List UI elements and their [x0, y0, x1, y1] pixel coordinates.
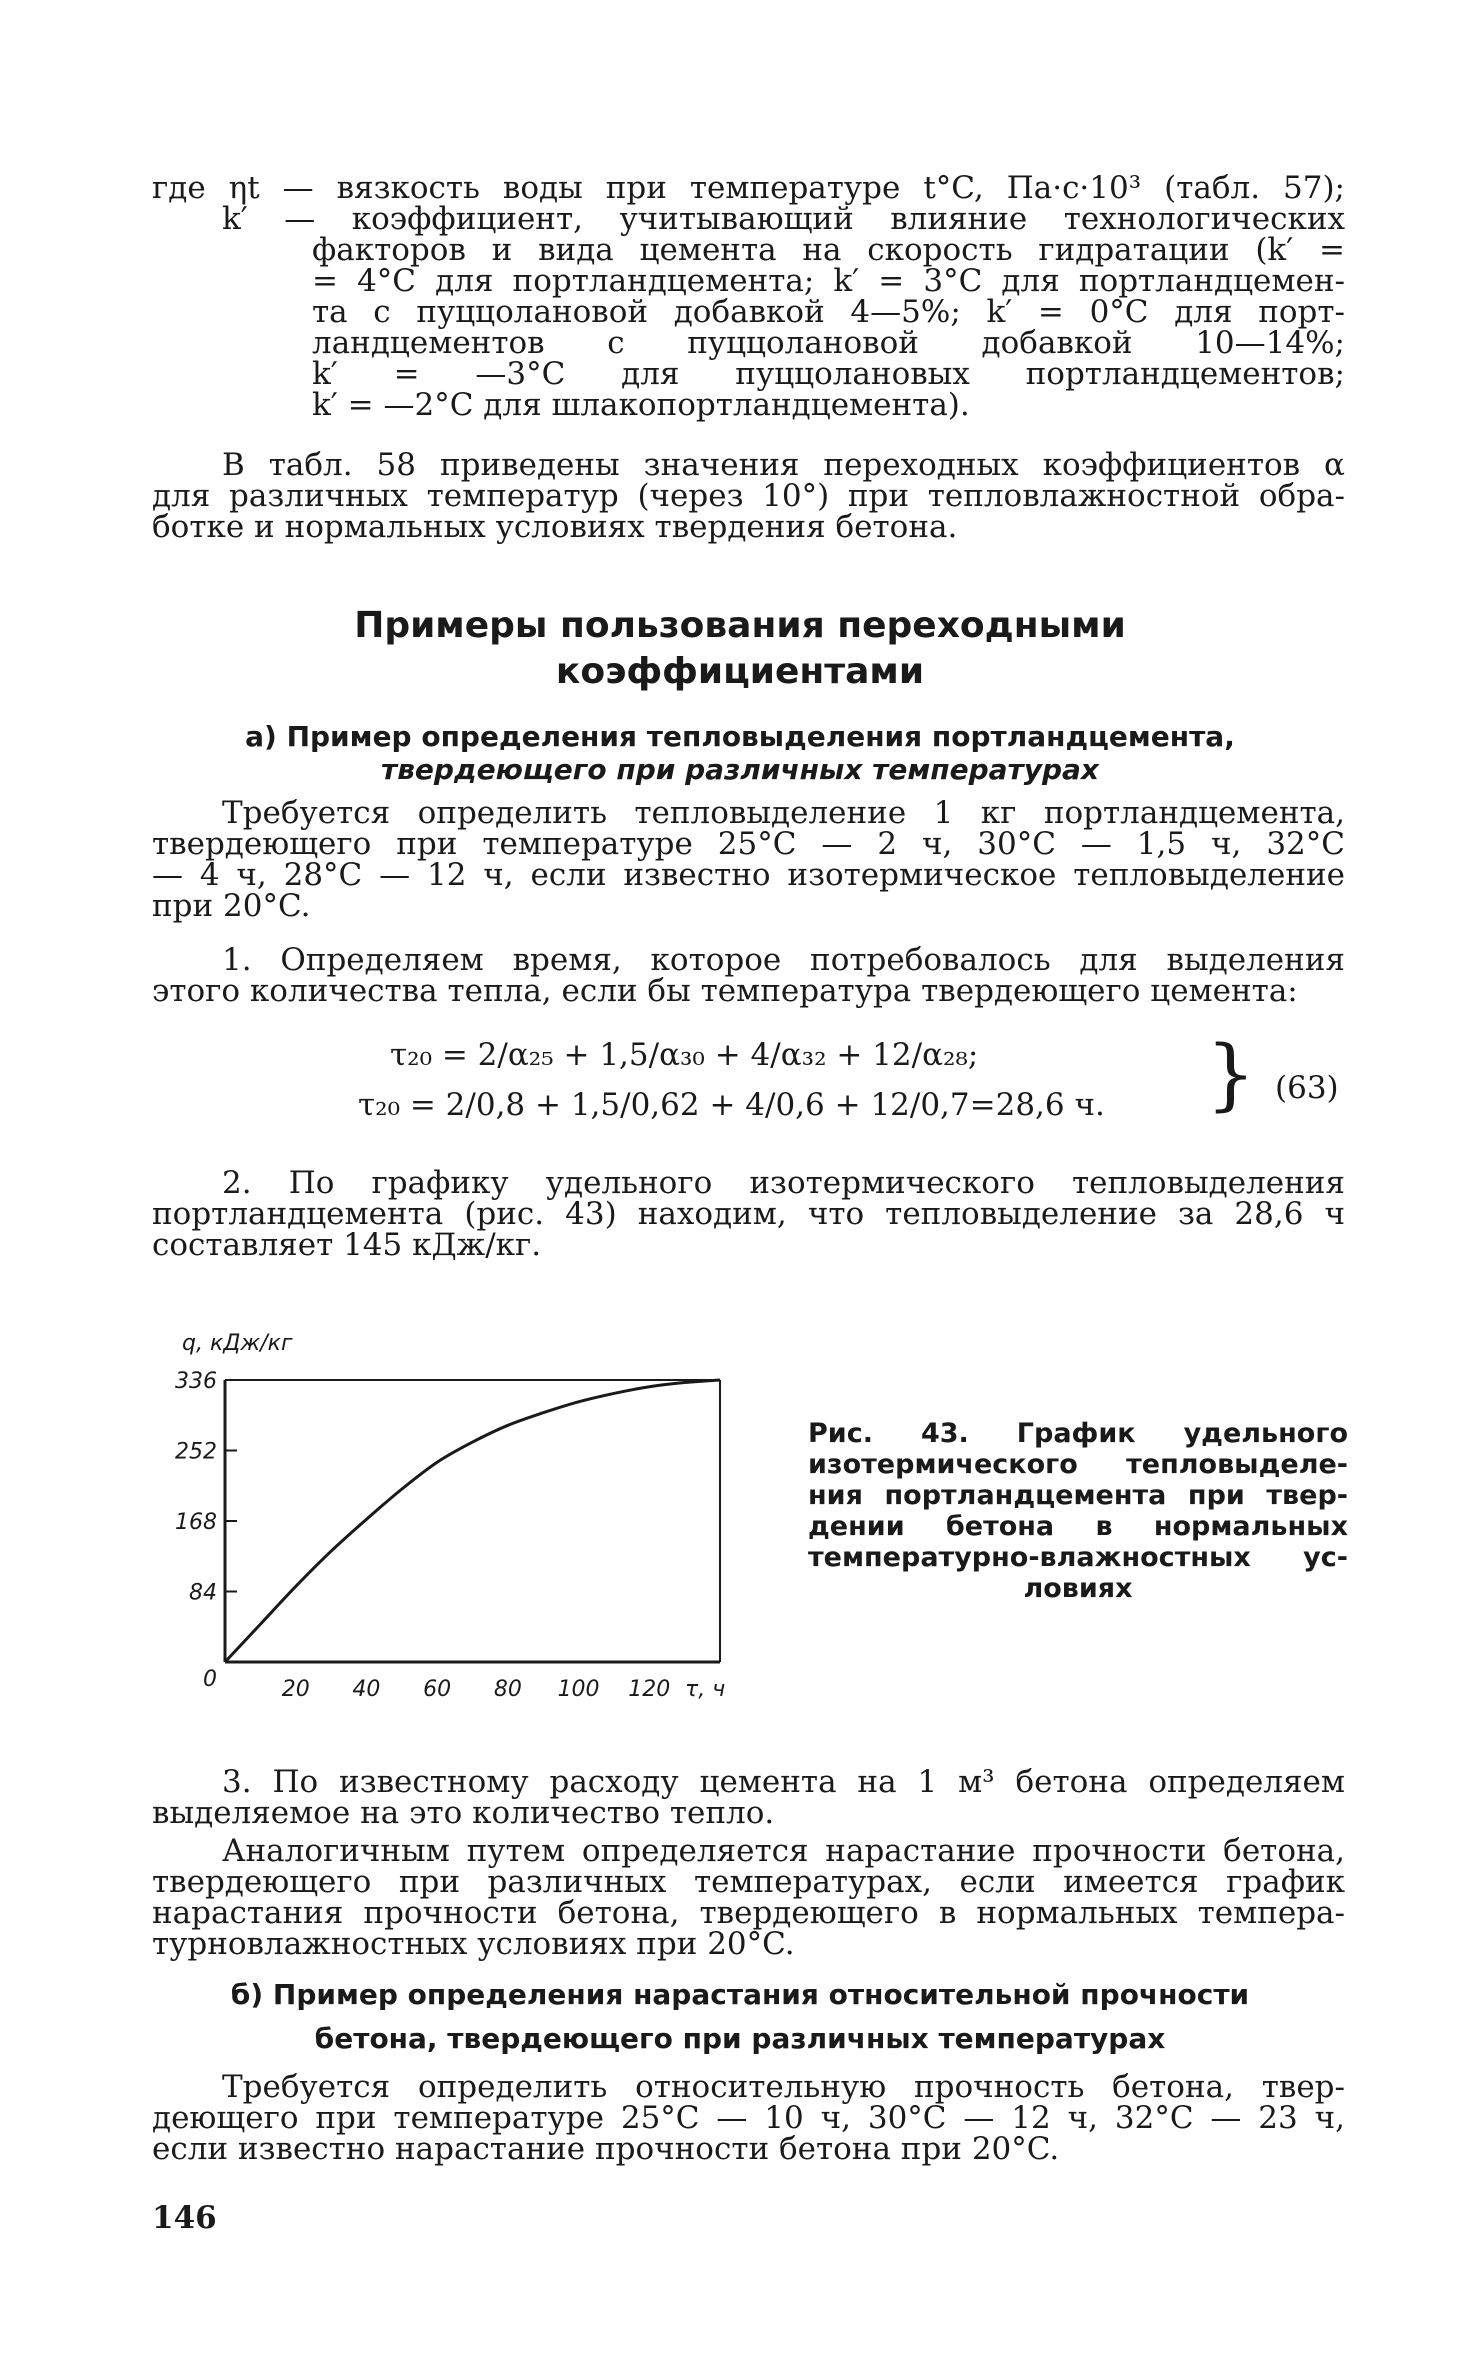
- definition-line: k′ = —3°C для пуццолановых портландцементов;: [312, 356, 1345, 392]
- page-number: 146: [152, 2200, 217, 2236]
- figure-caption: [808, 1418, 1348, 1573]
- y-tick-label: 84: [189, 1580, 217, 1606]
- section-title: Примеры пользования переходными: [354, 605, 1126, 646]
- paragraph-line: деющего при температуре 25°C — 10 ч, 30°C — 12 ч, 32°C — 23 ч,: [152, 2100, 1345, 2136]
- paragraph-line: Аналогичным путем определяется нарастание прочности бетона,: [222, 1833, 1345, 1869]
- x-tick-label: 100: [557, 1677, 600, 1700]
- paragraph-line: 1. Определяем время, которое потребовалось для выделения: [222, 942, 1345, 978]
- caption-line: изотермического тепловыделе-: [808, 1449, 1348, 1480]
- subsection-b-title: бетона, твердеющего при различных температурах: [314, 2022, 1166, 2055]
- caption-line: температурно-влажностных ус-: [808, 1542, 1348, 1573]
- paragraph-line: турновлажностных условиях при 20°C.: [152, 1926, 795, 1962]
- subsection-a-title: а) Пример определения тепловыделения портландцемента,: [245, 720, 1235, 753]
- y-tick-label: 168: [175, 1510, 217, 1535]
- definition-line: где ηt — вязкость воды при температуре t°C, Па·с·10³ (табл. 57);: [152, 170, 1345, 206]
- paragraph-line: выделяемое на это количество тепло.: [152, 1795, 775, 1831]
- x-tick-label: 60: [423, 1677, 452, 1700]
- y-tick-label: 252: [175, 1439, 217, 1465]
- definition-line: факторов и вида цемента на скорость гидратации (k′ =: [312, 232, 1345, 268]
- paragraph-line: портландцемента (рис. 43) находим, что тепловыделение за 28,6 ч: [152, 1196, 1345, 1232]
- paragraph-line: 2. По графику удельного изотермического тепловыделения: [222, 1165, 1345, 1201]
- x-tick-label: 80: [493, 1677, 522, 1700]
- paragraph-line: при 20°C.: [152, 888, 311, 924]
- formula-line-2: τ₂₀ = 2/0,8 + 1,5/0,62 + 4/0,6 + 12/0,7=28,6 ч.: [358, 1087, 1105, 1123]
- definition-line: k′ = —2°C для шлакопортландцемента).: [312, 387, 970, 423]
- x-tick-label: 40: [352, 1677, 381, 1700]
- definition-line: k′ — коэффициент, учитывающий влияние технологических: [222, 201, 1345, 237]
- definition-line: ландцементов с пуццолановой добавкой 10—14%;: [312, 325, 1345, 361]
- heat-release-chart: [140, 1300, 740, 1700]
- subsection-b-title: б) Пример определения нарастания относительной прочности: [230, 1978, 1250, 2011]
- x-axis-label: τ, ч: [685, 1677, 726, 1700]
- section-title: коэффициентами: [555, 651, 925, 692]
- y-tick-label: 0: [203, 1667, 217, 1692]
- definition-line: = 4°C для портландцемента; k′ = 3°C для портландцемен-: [312, 263, 1345, 299]
- paragraph-line: 3. По известному расходу цемента на 1 м³ бетона определяем: [222, 1764, 1345, 1800]
- y-axis-label: q, кДж/кг: [182, 1331, 293, 1356]
- y-tick-label: 336: [175, 1369, 217, 1394]
- intro-line: для различных температур (через 10°) при тепловлажностной обра-: [152, 478, 1345, 514]
- caption-line: ловиях: [1023, 1573, 1133, 1604]
- caption-line: дении бетона в нормальных: [808, 1511, 1348, 1542]
- caption-line: ния портландцемента при твер-: [808, 1480, 1348, 1511]
- x-tick-label: 120: [628, 1677, 671, 1700]
- paragraph-line: — 4 ч, 28°C — 12 ч, если известно изотермическое тепловыделение: [152, 857, 1345, 893]
- subsection-a-title: твердеющего при различных температурах: [380, 753, 1099, 786]
- x-tick-label: 20: [281, 1677, 310, 1700]
- intro-line: ботке и нормальных условиях твердения бетона.: [152, 509, 958, 545]
- paragraph-line: твердеющего при различных температурах, если имеется график: [152, 1864, 1345, 1900]
- heat-release-curve: [225, 1380, 720, 1662]
- formula-brace: }: [1206, 1030, 1256, 1120]
- caption-line: Рис. 43. График удельного: [808, 1418, 1348, 1449]
- paragraph-line: если известно нарастание прочности бетона при 20°C.: [152, 2131, 1060, 2167]
- paragraph-line: составляет 145 кДж/кг.: [152, 1227, 542, 1263]
- paragraph-line: твердеющего при температуре 25°C — 2 ч, 30°C — 1,5 ч, 32°C: [152, 826, 1345, 862]
- paragraph-line: Требуется определить относительную прочность бетона, твер-: [222, 2069, 1345, 2105]
- paragraph-line: Требуется определить тепловыделение 1 кг портландцемента,: [222, 795, 1345, 831]
- intro-line: В табл. 58 приведены значения переходных коэффициентов α: [222, 447, 1345, 483]
- equation-number: (63): [1275, 1070, 1339, 1106]
- paragraph-line: нарастания прочности бетона, твердеющего в нормальных темпера-: [152, 1895, 1345, 1931]
- definition-line: та с пуццолановой добавкой 4—5%; k′ = 0°C для порт-: [312, 294, 1345, 330]
- paragraph-line: этого количества тепла, если бы температура твердеющего цемента:: [152, 973, 1298, 1009]
- formula-line-1: τ₂₀ = 2/α₂₅ + 1,5/α₃₀ + 4/α₃₂ + 12/α₂₈;: [390, 1037, 979, 1073]
